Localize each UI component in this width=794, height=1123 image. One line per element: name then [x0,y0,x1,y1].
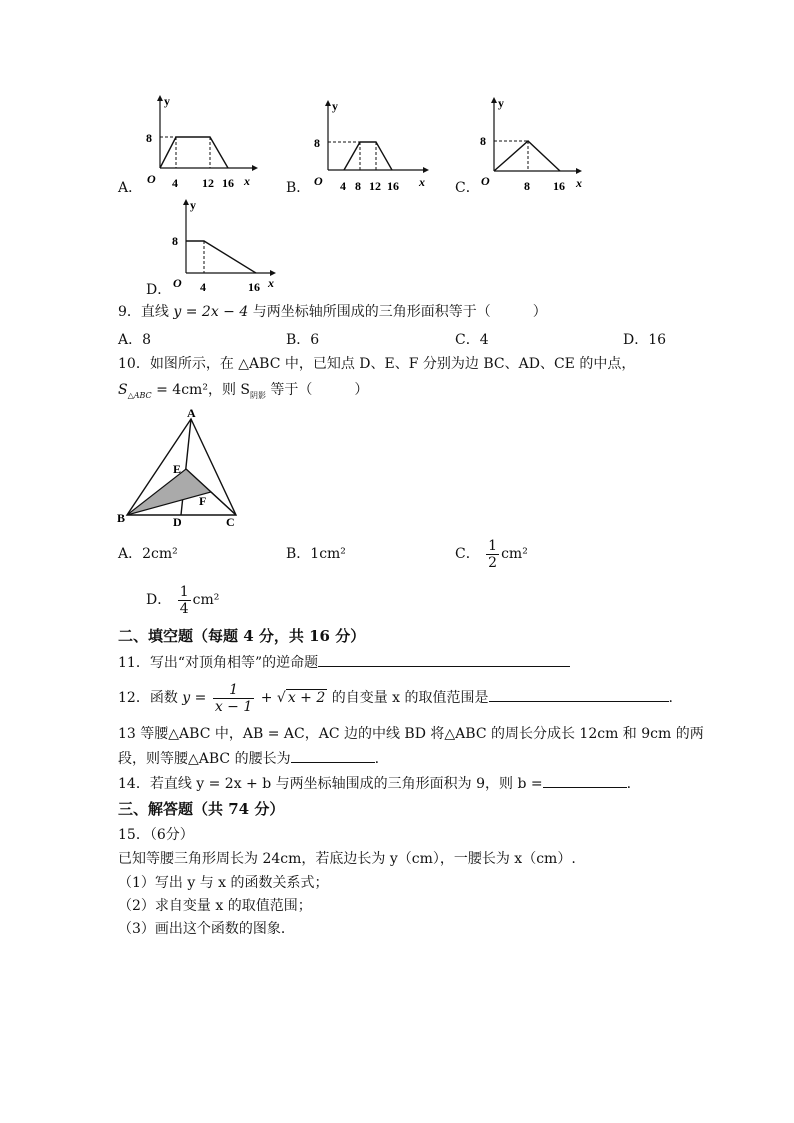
section-3-heading: 三、解答题（共 74 分） [118,800,285,818]
q10-option-c [455,536,528,572]
q10-option-b: B．1cm² [286,546,346,562]
q10-option-d [146,582,219,618]
fraction-numerator: 1 [179,583,189,600]
fraction-denominator: 4 [179,600,189,617]
graph-c-y-label: y [498,96,504,110]
q15-head: 15．（6分） [118,827,194,843]
graph-b-y-label: y [332,99,338,113]
q9-option-b: B．6 [286,332,320,348]
graph-d-x-tick: 4 [200,280,206,294]
graph-d-y-tick: 8 [172,234,178,248]
q13-answer-blank[interactable] [291,748,375,763]
graph-b-x-tick: 4 [340,179,346,193]
q11-answer-blank[interactable] [318,652,570,667]
question-11 [118,652,570,673]
q15-part1: （1）写出 y 与 x 的函数关系式； [118,875,329,891]
graph-d [168,197,283,295]
q15-line1: 已知等腰三角形周长为 24cm，若底边长为 y（cm），一腰长为 x（cm）. [118,851,576,867]
graph-a-x-tick: 4 [172,176,178,190]
graph-c-y-tick: 8 [480,134,486,148]
q9-option-c: C．4 [455,332,489,348]
graph-c-x-label: x [576,176,582,190]
q10-option-c-unit: cm² [501,546,528,562]
q14-end: . [626,776,632,792]
option-b-label: B． [286,180,311,196]
q10-option-d-unit: cm² [192,592,220,608]
vertex-a-label: A [187,406,196,420]
graph-c-x-tick: 8 [524,179,530,193]
q10-option-c-fraction [486,538,499,571]
q12-fraction [213,682,254,715]
q10-option-d-fraction [178,584,191,617]
sqrt-sign: √ [276,690,286,706]
triangle-figure [115,405,245,530]
q12-plus: + [260,690,273,706]
fraction-denominator: x − 1 [214,698,253,715]
q9-prefix: 9．直线 [118,304,169,320]
vertex-c-label: C [226,515,235,529]
graph-a [140,93,260,193]
option-c-label: C． [455,180,480,196]
q10-option-c-label: C． [455,546,480,562]
q10-line2-end: 等于（ ） [265,382,369,398]
fraction-denominator: 2 [488,554,498,571]
fraction-numerator: 1 [213,682,254,699]
graph-d-x-tick: 16 [248,280,260,294]
q15-part2: （2）求自变量 x 的取值范围； [118,898,312,914]
graph-b [308,98,433,193]
vertex-b-label: B [117,511,126,525]
graph-d-y-label: y [190,198,196,212]
q13-end: . [374,751,380,767]
q12-end: . [668,690,673,706]
q14-text: 14．若直线 y = 2x + b 与两坐标轴围成的三角形面积为 9，则 b = [118,776,543,792]
point-d-label: D [173,515,182,529]
q10-area-symbol: S [118,382,128,398]
graph-b-x-label: x [419,175,425,189]
q9-option-a: A．8 [118,332,152,348]
q12-y: y = [182,690,207,706]
graph-d-x-label: x [268,276,274,290]
q10-line2-mid: = 4cm²，则 S [151,382,250,398]
question-9 [118,302,547,322]
graph-c-origin: O [481,174,490,188]
q12-suffix: 的自变量 x 的取值范围是 [331,690,489,706]
q10-option-a: A．2cm² [118,546,178,562]
graph-c [476,95,591,193]
q10-option-d-label: D． [146,592,172,608]
graph-a-x-tick: 16 [222,176,234,190]
q15-part3: （3）画出这个函数的图象． [118,921,295,937]
question-14 [118,773,631,794]
q12-answer-blank[interactable] [489,687,669,702]
q13-line2 [118,748,379,769]
q14-answer-blank[interactable] [543,773,627,788]
graph-b-x-tick: 8 [355,179,361,193]
graph-d-origin: O [173,276,182,290]
section-2-heading: 二、填空题（每题 4 分，共 16 分） [118,627,366,645]
graph-a-x-tick: 12 [202,176,214,190]
q12-prefix: 12．函数 [118,690,178,706]
option-d-label: D． [146,282,172,298]
point-f-label: F [199,494,207,508]
point-e-label: E [173,462,182,476]
graph-b-y-tick: 8 [314,136,320,150]
graph-c-x-tick: 16 [553,179,565,193]
fraction-numerator: 1 [488,537,498,554]
graph-a-origin: O [147,172,156,186]
q12-radicand: x + 2 [287,690,326,706]
q11-text: 11．写出“对顶角相等”的逆命题 [118,655,319,671]
option-a-label: A． [118,180,143,196]
question-12 [118,680,673,716]
q9-equation: y = 2x − 4 [173,304,249,320]
graph-a-y-tick: 8 [146,131,152,145]
graph-b-x-tick: 16 [387,179,399,193]
graph-b-x-tick: 12 [369,179,381,193]
q13-line1: 13 等腰△ABC 中，AB = AC，AC 边的中线 BD 将△ABC 的周长分成长 12cm 和 9cm 的两 [118,726,704,742]
q13-line2-text: 段，则等腰△ABC 的腰长为 [118,751,291,767]
graph-a-y-label: y [164,94,170,108]
q9-suffix: 与两坐标轴所围成的三角形面积等于（ ） [252,304,547,320]
graph-a-x-label: x [244,174,250,188]
q10-shaded-subscript: 阴影 [249,390,266,400]
q10-area-subscript: △ABC [127,390,152,400]
q9-option-d: D．16 [623,332,667,348]
q10-line1: 10．如图所示，在 △ABC 中，已知点 D、E、F 分别为边 BC、AD、CE 的中点， [118,356,636,372]
graph-b-origin: O [314,174,323,188]
q10-line2 [118,380,368,406]
